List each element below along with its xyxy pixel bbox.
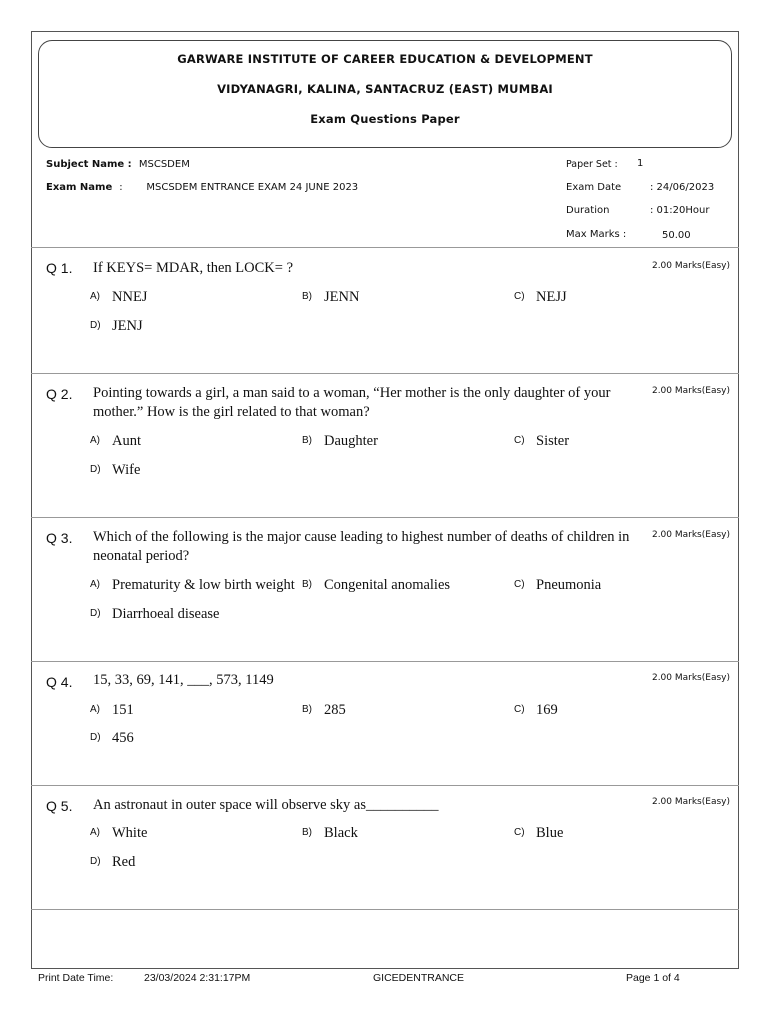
question-2-number: Q 2. <box>46 386 73 402</box>
question-2-option-c[interactable]: C) Sister <box>514 433 570 449</box>
duration-label: Duration <box>566 205 610 216</box>
question-2-marks: 2.00 Marks(Easy) <box>651 386 730 396</box>
question-1-option-c[interactable]: C) NEJJ <box>514 289 567 305</box>
question-1-option-a[interactable]: A) NNEJ <box>90 289 148 305</box>
footer-center-code: GICEDENTRANCE <box>373 972 465 984</box>
paper-title: Exam Questions Paper <box>310 112 460 126</box>
question-5-option-a[interactable]: A) White <box>90 825 148 841</box>
exam-date-value: : 24/06/2023 <box>650 182 715 193</box>
exam-name-row <box>46 182 358 193</box>
exam-date-label: Exam Date <box>566 182 622 193</box>
divider <box>31 661 739 662</box>
exam-name-value: MSCSDEM ENTRANCE EXAM 24 JUNE 2023 <box>146 182 359 193</box>
divider <box>31 909 739 910</box>
question-5-option-c[interactable]: C) Blue <box>514 825 564 841</box>
question-1-option-b[interactable]: B) JENN <box>302 289 360 305</box>
question-3-option-a[interactable]: A) Prematurity & low birth weight <box>90 577 295 593</box>
divider <box>31 785 739 786</box>
print-date-label: Print Date Time: <box>38 972 114 984</box>
divider <box>31 517 739 518</box>
question-2-option-b[interactable]: B) Daughter <box>302 433 378 449</box>
question-3-option-d[interactable]: D) Diarrhoeal disease <box>90 606 220 622</box>
exam-name-colon: : <box>119 182 123 193</box>
question-4-marks: 2.00 Marks(Easy) <box>651 673 730 683</box>
question-4-number: Q 4. <box>46 674 73 690</box>
question-3-option-c[interactable]: C) Pneumonia <box>514 577 602 593</box>
print-date-value: 23/03/2024 2:31:17PM <box>144 972 251 984</box>
subject-label: Subject Name : <box>46 159 132 170</box>
question-3-marks: 2.00 Marks(Easy) <box>651 530 730 540</box>
question-5-marks: 2.00 Marks(Easy) <box>651 797 730 807</box>
question-3-number: Q 3. <box>46 530 73 546</box>
question-1-marks: 2.00 Marks(Easy) <box>651 261 730 271</box>
institute-name: GARWARE INSTITUTE OF CAREER EDUCATION & DEVELOPMENT <box>177 52 593 66</box>
divider <box>31 247 739 248</box>
question-2-option-d[interactable]: D) Wife <box>90 462 141 478</box>
header-box <box>38 40 732 148</box>
subject-row <box>46 159 190 170</box>
page-number: Page 1 of 4 <box>626 972 680 984</box>
question-2-text: Pointing towards a girl, a man said to a woman, “Her mother is the only daughter of your mother.” How is the girl related to that woman? <box>93 385 611 420</box>
question-1-number: Q 1. <box>46 260 73 276</box>
question-4-option-a[interactable]: A) 151 <box>90 702 134 718</box>
question-1-option-d[interactable]: D) JENJ <box>90 318 143 334</box>
max-marks-label: Max Marks : <box>566 229 627 240</box>
institute-address: VIDYANAGRI, KALINA, SANTACRUZ (EAST) MUMBAI <box>217 82 553 96</box>
divider <box>31 373 739 374</box>
question-4-text: 15, 33, 69, 141, ___, 573, 1149 <box>93 672 274 688</box>
max-marks-value: 50.00 <box>662 230 691 241</box>
question-4-option-c[interactable]: C) 169 <box>514 702 558 718</box>
question-5-text: An astronaut in outer space will observe sky as__________ <box>93 797 439 813</box>
duration-value: : 01:20Hour <box>650 205 710 216</box>
question-5-number: Q 5. <box>46 798 73 814</box>
question-4-option-b[interactable]: B) 285 <box>302 702 346 718</box>
question-5-option-b[interactable]: B) Black <box>302 825 358 841</box>
question-4-option-d[interactable]: D) 456 <box>90 730 134 746</box>
question-1-text: If KEYS= MDAR, then LOCK= ? <box>93 260 294 276</box>
paper-set-label: Paper Set : <box>566 159 618 170</box>
question-5-option-d[interactable]: D) Red <box>90 854 136 870</box>
question-3-option-b[interactable]: B) Congenital anomalies <box>302 577 451 593</box>
question-3-text: Which of the following is the major cause leading to highest number of deaths of children in neonatal period? <box>93 529 630 564</box>
question-2-option-a[interactable]: A) Aunt <box>90 433 141 449</box>
paper-set-value: 1 <box>637 158 644 169</box>
exam-name-label: Exam Name <box>46 182 113 193</box>
subject-value: MSCSDEM <box>138 159 190 170</box>
